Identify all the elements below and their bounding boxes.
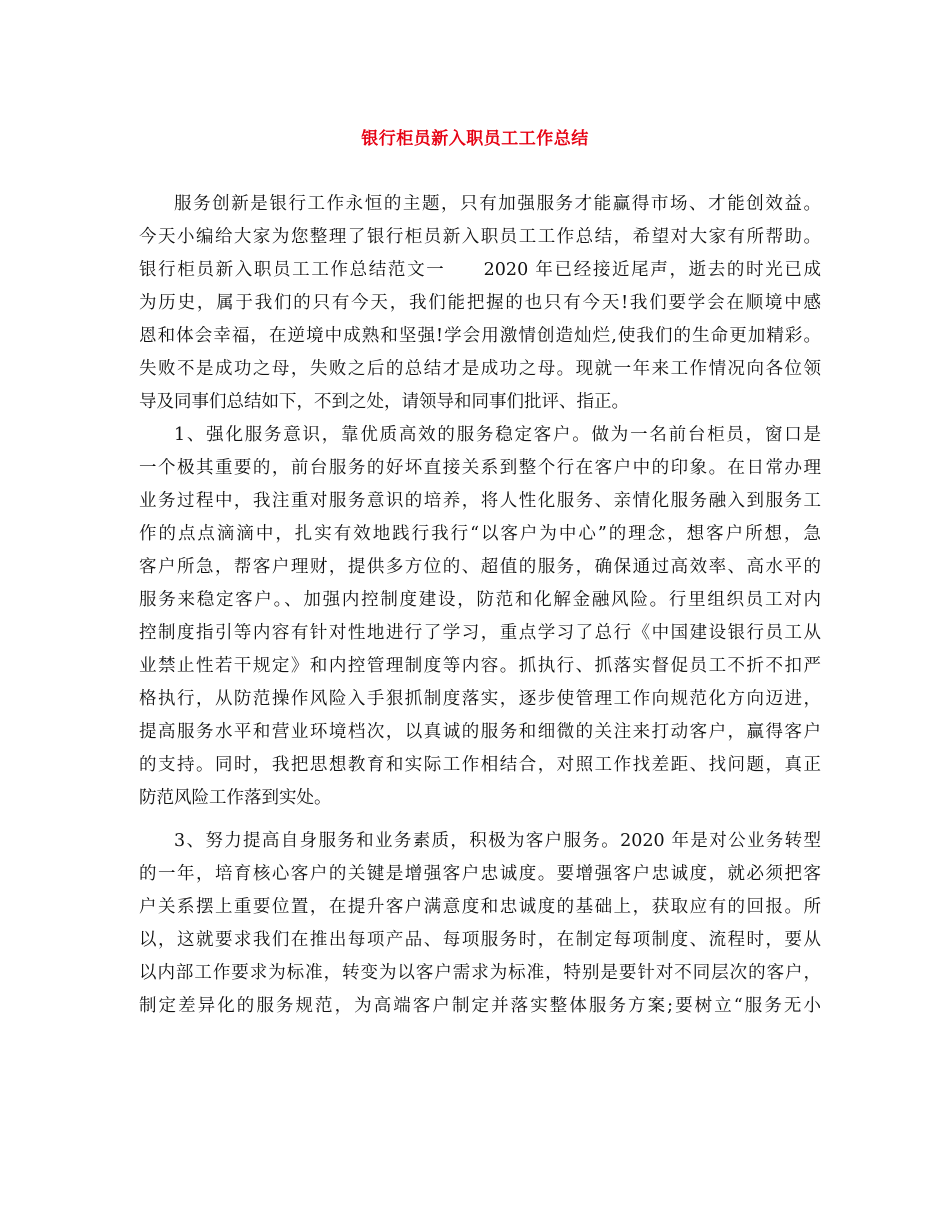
text-line: 制定差异化的服务规范，为高端客户制定并落实整体服务方案;要树立“服务无小 (139, 996, 821, 1016)
text-line: 户关系摆上重要位置，在提升客户满意度和忠诚度的基础上，获取应有的回报。所 (139, 897, 821, 917)
text-line: 防范风险工作落到实处。 (139, 788, 332, 808)
text-line: 服务来稳定客户。、加强内控制度建设，防范和化解金融风险。行里组织员工对内 (139, 590, 821, 610)
text-line: 导及同事们总结如下，不到之处，请领导和同事们批评、指正。 (139, 392, 629, 412)
text-line: 3、努力提高自身服务和业务素质，积极为客户服务。2020 年是对公业务转型 (174, 831, 821, 851)
text-line: 以，这就要求我们在推出每项产品、每项服务时，在制定每项制度、流程时，要从 (139, 930, 821, 950)
text-line: 提高服务水平和营业环境档次，以真诚的服务和细微的关注来打动客户，赢得客户 (139, 722, 821, 742)
text-line: 控制度指引等内容有针对性地进行了学习，重点学习了总行《中国建设银行员工从 (139, 623, 821, 643)
document-body (139, 188, 821, 1023)
text-line: 为历史，属于我们的只有今天，我们能把握的也只有今天!我们要学会在顺境中感 (139, 293, 821, 313)
text-line: 业禁止性若干规定》和内控管理制度等内容。抓执行、抓落实督促员工不折不扣严 (139, 656, 821, 676)
text-line: 失败不是成功之母，失败之后的总结才是成功之母。现就一年来工作情况向各位领 (139, 359, 821, 379)
text-line: 今天小编给大家为您整理了银行柜员新入职员工工作总结，希望对大家有所帮助。 (139, 227, 821, 247)
text-line: 银行柜员新入职员工工作总结范文一 2020 年已经接近尾声，逝去的时光已成 (139, 260, 821, 280)
text-line: 服务创新是银行工作永恒的主题，只有加强服务才能赢得市场、才能创效益。 (174, 194, 821, 214)
text-line: 作的点点滴滴中，扎实有效地践行我行“以客户为中心”的理念，想客户所想，急 (139, 524, 821, 544)
text-line: 的一年，培育核心客户的关键是增强客户忠诚度。要增强客户忠诚度，就必须把客 (139, 864, 821, 884)
text-line: 客户所急，帮客户理财，提供多方位的、超值的服务，确保通过高效率、高水平的 (139, 557, 821, 577)
text-line: 以内部工作要求为标准，转变为以客户需求为标准，特别是要针对不同层次的客户， (139, 963, 821, 983)
text-line: 格执行，从防范操作风险入手狠抓制度落实，逐步使管理工作向规范化方向迈进， (139, 689, 821, 709)
document-title: 银行柜员新入职员工工作总结 (361, 129, 589, 149)
text-line: 的支持。同时，我把思想教育和实际工作相结合，对照工作找差距、找问题，真正 (139, 755, 821, 775)
text-line: 1、强化服务意识，靠优质高效的服务稳定客户。做为一名前台柜员，窗口是 (174, 425, 821, 445)
text-line: 一个极其重要的，前台服务的好坏直接关系到整个行在客户中的印象。在日常办理 (139, 458, 821, 478)
text-line: 恩和体会幸福，在逆境中成熟和坚强!学会用激情创造灿烂,使我们的生命更加精彩。 (139, 326, 821, 346)
text-line: 业务过程中，我注重对服务意识的培养，将人性化服务、亲情化服务融入到服务工 (139, 491, 821, 511)
